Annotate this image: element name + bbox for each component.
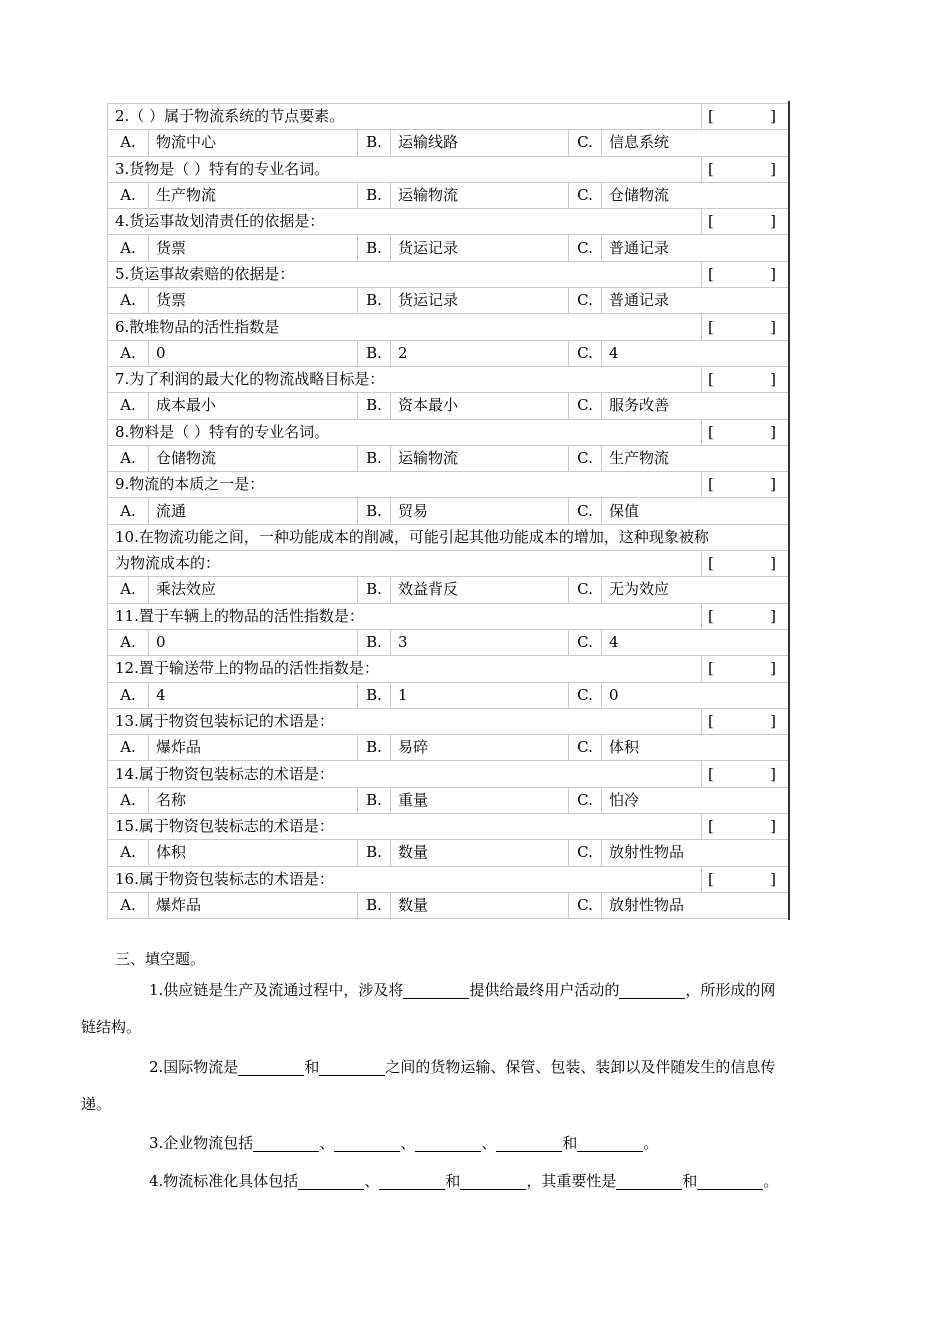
answer-bracket[interactable] — [702, 261, 789, 287]
answer-blank[interactable] — [460, 1171, 526, 1190]
option-a-label: A. — [108, 340, 149, 366]
option-a-label: A. — [108, 182, 149, 208]
answer-blank[interactable] — [379, 1171, 445, 1190]
option-a-label: A. — [108, 682, 149, 708]
option-a-label: A. — [108, 288, 149, 314]
option-a-label: A. — [108, 130, 149, 156]
option-b-label: B. — [358, 577, 391, 603]
options-row — [108, 787, 789, 813]
options-row — [108, 498, 789, 524]
bracket-open: [ — [708, 159, 714, 178]
option-b-text[interactable]: 资本最小 — [391, 393, 569, 419]
fill-blank-question-2: 2.国际物流是 和 之间的货物运输、保管、包装、装卸以及伴随发生的信息传 递。 — [81, 1058, 776, 1113]
question-stem: 15.属于物资包装标志的术语是： — [108, 814, 702, 840]
option-c-label: C. — [569, 498, 602, 524]
option-a-label: A. — [108, 787, 149, 813]
option-b-text[interactable]: 运输物流 — [391, 182, 569, 208]
option-a-text[interactable]: 4 — [149, 682, 358, 708]
option-a-text[interactable]: 成本最小 — [149, 393, 358, 419]
question-stem-row — [108, 314, 789, 340]
options-row — [108, 340, 789, 366]
option-a-label: A. — [108, 445, 149, 471]
option-b-label: B. — [358, 840, 391, 866]
bracket-open: [ — [708, 554, 714, 573]
option-c-label: C. — [569, 288, 602, 314]
question-stem: 6.散堆物品的活性指数是 — [108, 314, 702, 340]
answer-blank[interactable] — [334, 1133, 400, 1152]
question-stem-row — [108, 524, 789, 550]
option-b-label: B. — [358, 445, 391, 471]
option-a-label: A. — [108, 892, 149, 918]
option-b-text[interactable]: 数量 — [391, 892, 569, 918]
answer-blank[interactable] — [238, 1057, 304, 1076]
options-row — [108, 445, 789, 471]
fill-blank-question-3: 3.企业物流包括 、 、 、 和 。 — [149, 1134, 659, 1152]
option-c-label: C. — [569, 130, 602, 156]
option-c-label: C. — [569, 235, 602, 261]
options-row — [108, 629, 789, 655]
answer-blank[interactable] — [619, 980, 685, 999]
option-c-text[interactable]: 生产物流 — [602, 445, 789, 471]
option-c-text[interactable]: 0 — [602, 682, 789, 708]
fill-blank-question-1: 1.供应链是生产及流通过程中，涉及将 提供给最终用户活动的 ，所形成的网 链结构。 — [81, 981, 776, 1036]
options-row — [108, 892, 789, 918]
option-b-text[interactable]: 易碎 — [391, 735, 569, 761]
answer-bracket[interactable] — [702, 366, 789, 392]
option-b-text[interactable]: 运输物流 — [391, 445, 569, 471]
option-b-text[interactable]: 货运记录 — [391, 288, 569, 314]
bracket-close: ] — [770, 422, 776, 441]
option-c-text[interactable]: 无为效应 — [602, 577, 789, 603]
question-stem-row — [108, 366, 789, 392]
question-stem: 10.在物流功能之间，一种功能成本的削减，可能引起其他功能成本的增加，这种现象被称 — [108, 524, 789, 550]
bracket-close: ] — [770, 817, 776, 836]
bracket-close: ] — [770, 711, 776, 730]
answer-bracket[interactable] — [702, 209, 789, 235]
option-b-text[interactable]: 2 — [391, 340, 569, 366]
answer-bracket[interactable] — [702, 314, 789, 340]
answer-bracket[interactable] — [702, 104, 789, 130]
options-row — [108, 288, 789, 314]
options-row — [108, 235, 789, 261]
question-stem-row — [108, 551, 789, 577]
option-c-text[interactable]: 体积 — [602, 735, 789, 761]
bracket-open: [ — [708, 264, 714, 283]
answer-blank[interactable] — [496, 1133, 562, 1152]
question-stem: 3.货物是（ ）特有的专业名词。 — [108, 156, 702, 182]
question-stem-row — [108, 209, 789, 235]
option-c-text[interactable]: 信息系统 — [602, 130, 789, 156]
options-row — [108, 682, 789, 708]
option-b-text[interactable]: 3 — [391, 629, 569, 655]
question-stem: 5.货运事故索赔的依据是： — [108, 261, 702, 287]
option-a-label: A. — [108, 840, 149, 866]
option-a-text[interactable]: 爆炸品 — [149, 735, 358, 761]
question-stem: 11.置于车辆上的物品的活性指数是： — [108, 603, 702, 629]
option-a-text[interactable]: 爆炸品 — [149, 892, 358, 918]
bracket-open: [ — [708, 475, 714, 494]
table-right-border — [788, 101, 790, 920]
option-b-text[interactable]: 贸易 — [391, 498, 569, 524]
option-a-label: A. — [108, 498, 149, 524]
options-row — [108, 130, 789, 156]
option-a-text[interactable]: 货票 — [149, 235, 358, 261]
bracket-open: [ — [708, 817, 714, 836]
option-c-text[interactable]: 4 — [602, 629, 789, 655]
bracket-open: [ — [708, 422, 714, 441]
question-stem: 14.属于物资包装标志的术语是： — [108, 761, 702, 787]
question-stem-row — [108, 814, 789, 840]
option-b-label: B. — [358, 340, 391, 366]
question-stem: 8.物料是（ ）特有的专业名词。 — [108, 419, 702, 445]
answer-blank[interactable] — [298, 1171, 364, 1190]
answer-blank[interactable] — [577, 1133, 643, 1152]
option-c-text[interactable]: 4 — [602, 340, 789, 366]
answer-bracket[interactable] — [702, 603, 789, 629]
question-stem-row — [108, 104, 789, 130]
option-c-label: C. — [569, 735, 602, 761]
option-c-text[interactable]: 仓储物流 — [602, 182, 789, 208]
question-stem-row — [108, 866, 789, 892]
option-a-text[interactable]: 货票 — [149, 288, 358, 314]
option-a-text[interactable]: 名称 — [149, 787, 358, 813]
option-a-label: A. — [108, 735, 149, 761]
bracket-open: [ — [708, 869, 714, 888]
question-stem-row — [108, 419, 789, 445]
question-stem-row — [108, 156, 789, 182]
option-a-text[interactable]: 流通 — [149, 498, 358, 524]
answer-bracket[interactable] — [702, 419, 789, 445]
bracket-close: ] — [770, 159, 776, 178]
option-c-label: C. — [569, 682, 602, 708]
options-row — [108, 577, 789, 603]
answer-bracket[interactable] — [702, 866, 789, 892]
option-a-text[interactable]: 生产物流 — [149, 182, 358, 208]
option-a-text[interactable]: 体积 — [149, 840, 358, 866]
answer-blank[interactable] — [319, 1057, 385, 1076]
answer-bracket[interactable] — [702, 156, 789, 182]
option-a-text[interactable]: 0 — [149, 340, 358, 366]
option-b-label: B. — [358, 393, 391, 419]
option-c-text[interactable]: 服务改善 — [602, 393, 789, 419]
option-b-label: B. — [358, 735, 391, 761]
option-b-label: B. — [358, 892, 391, 918]
question-stem: 9.物流的本质之一是： — [108, 472, 702, 498]
option-b-text[interactable]: 运输线路 — [391, 130, 569, 156]
bracket-open: [ — [708, 711, 714, 730]
bracket-close: ] — [770, 475, 776, 494]
option-a-label: A. — [108, 393, 149, 419]
answer-bracket[interactable] — [702, 761, 789, 787]
option-c-text[interactable]: 普通记录 — [602, 235, 789, 261]
option-b-label: B. — [358, 288, 391, 314]
question-stem: 7.为了利润的最大化的物流战略目标是： — [108, 366, 702, 392]
option-c-label: C. — [569, 393, 602, 419]
bracket-open: [ — [708, 370, 714, 389]
answer-blank[interactable] — [415, 1133, 481, 1152]
options-row — [108, 182, 789, 208]
option-b-label: B. — [358, 130, 391, 156]
option-c-text[interactable]: 怕冷 — [602, 787, 789, 813]
option-c-text[interactable]: 保值 — [602, 498, 789, 524]
bracket-close: ] — [770, 606, 776, 625]
answer-blank[interactable] — [616, 1171, 682, 1190]
option-b-label: B. — [358, 182, 391, 208]
question-stem-row — [108, 603, 789, 629]
answer-blank[interactable] — [253, 1133, 319, 1152]
bracket-open: [ — [708, 107, 714, 126]
question-stem: 2.（ ）属于物流系统的节点要素。 — [108, 104, 702, 130]
bracket-close: ] — [770, 317, 776, 336]
option-b-label: B. — [358, 682, 391, 708]
option-c-label: C. — [569, 787, 602, 813]
options-row — [108, 735, 789, 761]
options-row — [108, 393, 789, 419]
bracket-close: ] — [770, 107, 776, 126]
bracket-open: [ — [708, 606, 714, 625]
question-stem-row — [108, 656, 789, 682]
question-stem: 4.货运事故划清责任的依据是： — [108, 209, 702, 235]
option-b-text[interactable]: 货运记录 — [391, 235, 569, 261]
option-a-text[interactable]: 仓储物流 — [149, 445, 358, 471]
answer-bracket[interactable] — [702, 708, 789, 734]
bracket-open: [ — [708, 317, 714, 336]
section-title: 三、填空题。 — [115, 950, 206, 968]
option-b-text[interactable]: 1 — [391, 682, 569, 708]
multiple-choice-table — [107, 103, 789, 919]
option-c-label: C. — [569, 577, 602, 603]
option-c-text[interactable]: 普通记录 — [602, 288, 789, 314]
option-b-label: B. — [358, 235, 391, 261]
option-a-label: A. — [108, 577, 149, 603]
bracket-close: ] — [770, 554, 776, 573]
question-stem: 12.置于输送带上的物品的活性指数是： — [108, 656, 702, 682]
option-a-label: A. — [108, 235, 149, 261]
option-b-text[interactable]: 效益背反 — [391, 577, 569, 603]
option-c-label: C. — [569, 340, 602, 366]
option-a-text[interactable]: 0 — [149, 629, 358, 655]
option-b-label: B. — [358, 629, 391, 655]
answer-blank[interactable] — [697, 1171, 763, 1190]
option-c-label: C. — [569, 182, 602, 208]
option-a-text[interactable]: 物流中心 — [149, 130, 358, 156]
bracket-open: [ — [708, 659, 714, 678]
question-stem: 为物流成本的： — [108, 551, 702, 577]
bracket-close: ] — [770, 659, 776, 678]
fill-blank-question-4: 4.物流标准化具体包括 、 和 ，其重要性是 和 。 — [149, 1172, 779, 1190]
option-c-label: C. — [569, 629, 602, 655]
bracket-close: ] — [770, 264, 776, 283]
answer-bracket[interactable] — [702, 472, 789, 498]
option-b-text[interactable]: 重量 — [391, 787, 569, 813]
options-row — [108, 840, 789, 866]
bracket-close: ] — [770, 212, 776, 231]
option-c-text[interactable]: 放射性物品 — [602, 892, 789, 918]
question-stem: 16.属于物资包装标志的术语是： — [108, 866, 702, 892]
question-stem-row — [108, 761, 789, 787]
option-a-text[interactable]: 乘法效应 — [149, 577, 358, 603]
option-b-label: B. — [358, 498, 391, 524]
question-stem-row — [108, 472, 789, 498]
answer-bracket[interactable] — [702, 814, 789, 840]
option-b-label: B. — [358, 787, 391, 813]
option-b-text[interactable]: 数量 — [391, 840, 569, 866]
bracket-close: ] — [770, 370, 776, 389]
bracket-open: [ — [708, 212, 714, 231]
bracket-close: ] — [770, 869, 776, 888]
option-a-label: A. — [108, 629, 149, 655]
option-c-label: C. — [569, 892, 602, 918]
option-c-label: C. — [569, 840, 602, 866]
bracket-close: ] — [770, 764, 776, 783]
option-c-label: C. — [569, 445, 602, 471]
answer-blank[interactable] — [403, 980, 469, 999]
question-stem-row — [108, 261, 789, 287]
option-c-text[interactable]: 放射性物品 — [602, 840, 789, 866]
question-stem: 13.属于物资包装标记的术语是： — [108, 708, 702, 734]
answer-bracket[interactable] — [702, 656, 789, 682]
question-stem-row — [108, 708, 789, 734]
bracket-open: [ — [708, 764, 714, 783]
answer-bracket[interactable] — [702, 551, 789, 577]
